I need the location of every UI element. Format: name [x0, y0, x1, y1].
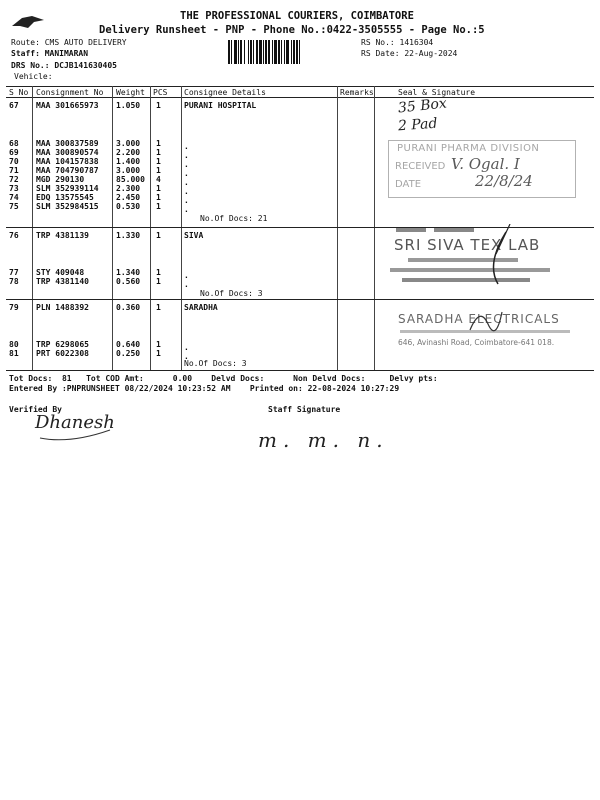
col-header-consignee: Consignee Details: [184, 88, 266, 97]
row-consignment: MAA 301665973: [36, 101, 99, 110]
row-weight: 0.640: [116, 340, 141, 349]
row-pcs: 4: [156, 175, 161, 184]
vehicle-label: Vehicle:: [14, 72, 53, 81]
company-name: THE PROFESSIONAL COURIERS, COIMBATORE: [180, 10, 414, 22]
row-consignment: MAA 104157838: [36, 157, 99, 166]
handwritten-box-count: 35 Box: [397, 95, 448, 117]
col-divider: [150, 86, 151, 370]
table-top-border: [6, 86, 594, 87]
row-sno: 73: [9, 184, 19, 193]
col-header-pcs: PCS: [153, 88, 168, 97]
purani-division-text: PURANI PHARMA DIVISION: [397, 143, 540, 154]
row-pcs: 1: [156, 193, 161, 202]
entered-by-line: Entered By :PNPRUNSHEET 08/22/2024 10:23:52 AM Printed on: 22-08-2024 10:27:29: [9, 384, 400, 393]
row-consignee: .: [184, 142, 189, 151]
col-divider: [374, 86, 375, 370]
row-consignment: MAA 704790787: [36, 166, 99, 175]
rs-date: RS Date: 22-Aug-2024: [361, 49, 458, 58]
route-label: Route: CMS AUTO DELIVERY: [11, 38, 127, 47]
row-sno: 78: [9, 277, 19, 286]
staff-signature: m. m. n.: [258, 428, 389, 452]
row-sno: 76: [9, 231, 19, 240]
siva-name-text: SRI SIVA TEX LAB: [394, 236, 541, 254]
saradha-signature-mark: [466, 306, 506, 340]
rs-number: RS No.: 1416304: [361, 38, 434, 47]
row-sno: 77: [9, 268, 19, 277]
col-header-remarks: Remarks: [340, 88, 374, 97]
row-consignment: TRP 4381140: [36, 277, 89, 286]
row-consignment: MAA 300837589: [36, 139, 99, 148]
col-header-seal: Seal & Signature: [398, 88, 476, 97]
col-header-weight: Weight: [116, 88, 145, 97]
purani-stamp: [388, 140, 576, 198]
col-divider: [32, 86, 33, 370]
row-pcs: 1: [156, 340, 161, 349]
siva-stamp: [386, 224, 566, 286]
row-consignment: MAA 300890574: [36, 148, 99, 157]
col-divider: [112, 86, 113, 370]
row-consignment: PRT 6022308: [36, 349, 89, 358]
row-consignee: .: [184, 160, 189, 169]
col-header-consignment: Consignment No: [36, 88, 104, 97]
row-pcs: 1: [156, 202, 161, 211]
row-weight: 0.560: [116, 277, 141, 286]
row-weight: 1.340: [116, 268, 141, 277]
row-consignee: .: [184, 343, 189, 352]
saradha-name-text: SARADHA ELECTRICALS: [398, 312, 560, 326]
docs-count: No.Of Docs: 3: [200, 289, 263, 298]
row-weight: 0.250: [116, 349, 141, 358]
saradha-address-text: 646, Avinashi Road, Coimbatore-641 018.: [398, 338, 555, 347]
row-consignee: .: [184, 205, 189, 214]
row-weight: 2.300: [116, 184, 141, 193]
purani-received-value: V. Ogal. I: [451, 155, 520, 173]
col-divider: [181, 86, 182, 370]
row-consignment: MGD 290130: [36, 175, 85, 184]
row-weight: 2.200: [116, 148, 141, 157]
row-consignment: SLM 352939114: [36, 184, 99, 193]
purani-received-label: RECEIVED: [395, 161, 446, 172]
runsheet-title: Delivery Runsheet - PNP - Phone No.:0422-3505555 - Page No.:5: [99, 24, 485, 36]
row-sno: 71: [9, 166, 19, 175]
col-divider: [337, 86, 338, 370]
row-consignment: EDQ 13575545: [36, 193, 94, 202]
row-sno: 81: [9, 349, 19, 358]
group-divider: [6, 299, 594, 300]
row-pcs: 1: [156, 148, 161, 157]
row-consignment: TRP 4381139: [36, 231, 89, 240]
row-consignee: SARADHA: [184, 303, 218, 312]
siva-stamp-scribble: [386, 224, 566, 290]
row-weight: 1.330: [116, 231, 141, 240]
row-weight: 1.400: [116, 157, 141, 166]
verified-by-label: Verified By: [9, 405, 62, 414]
row-consignee: SIVA: [184, 231, 204, 240]
row-pcs: 1: [156, 349, 161, 358]
company-logo-icon: [10, 12, 46, 36]
row-sno: 68: [9, 139, 19, 148]
row-sno: 74: [9, 193, 19, 202]
row-sno: 80: [9, 340, 19, 349]
row-sno: 67: [9, 101, 19, 110]
row-consignment: PLN 1488392: [36, 303, 89, 312]
row-pcs: 1: [156, 184, 161, 193]
purani-date-value: 22/8/24: [475, 172, 533, 190]
row-consignee: .: [184, 196, 189, 205]
row-pcs: 1: [156, 166, 161, 175]
row-pcs: 1: [156, 231, 161, 240]
row-sno: 70: [9, 157, 19, 166]
verified-by-signature: Dhanesh: [35, 412, 115, 433]
row-consignment: SLM 352984515: [36, 202, 99, 211]
row-weight: 1.050: [116, 101, 141, 110]
row-pcs: 1: [156, 139, 161, 148]
row-sno: 79: [9, 303, 19, 312]
staff-label: Staff: MANIMARAN: [11, 49, 89, 58]
row-sno: 75: [9, 202, 19, 211]
docs-count: No.Of Docs: 3: [184, 359, 247, 368]
staff-signature-label: Staff Signature: [268, 405, 341, 414]
totals-line: Tot Docs: 81 Tot COD Amt: 0.00 Delvd Docs: Non Delvd Docs: Delvy pts:: [9, 374, 438, 383]
row-weight: 0.360: [116, 303, 141, 312]
table-bottom-border: [6, 370, 594, 371]
row-weight: 3.000: [116, 139, 141, 148]
row-consignment: TRP 6298065: [36, 340, 89, 349]
docs-count: No.Of Docs: 21: [200, 214, 268, 223]
row-sno: 69: [9, 148, 19, 157]
row-consignee: .: [184, 178, 189, 187]
row-weight: 85.000: [116, 175, 145, 184]
verified-signature-underline: [30, 420, 120, 448]
col-header-sno: S No: [9, 88, 29, 97]
row-consignee: .: [184, 271, 189, 280]
row-pcs: 1: [156, 277, 161, 286]
row-consignee: .: [184, 187, 189, 196]
row-consignee: .: [184, 280, 189, 289]
row-weight: 3.000: [116, 166, 141, 175]
row-pcs: 1: [156, 157, 161, 166]
row-consignee: .: [184, 352, 189, 361]
row-consignee: .: [184, 169, 189, 178]
row-pcs: 1: [156, 303, 161, 312]
row-consignee: .: [184, 151, 189, 160]
drs-number: DRS No.: DCJB141630405: [11, 61, 117, 70]
purani-date-label: DATE: [395, 179, 422, 190]
row-consignment: STY 409048: [36, 268, 85, 277]
row-pcs: 1: [156, 268, 161, 277]
barcode: [228, 40, 352, 64]
handwritten-pad-count: 2 Pad: [397, 115, 438, 135]
row-pcs: 1: [156, 101, 161, 110]
row-weight: 2.450: [116, 193, 141, 202]
saradha-stamp: [386, 306, 576, 356]
row-sno: 72: [9, 175, 19, 184]
row-consignee: PURANI HOSPITAL: [184, 101, 257, 110]
row-weight: 0.530: [116, 202, 141, 211]
